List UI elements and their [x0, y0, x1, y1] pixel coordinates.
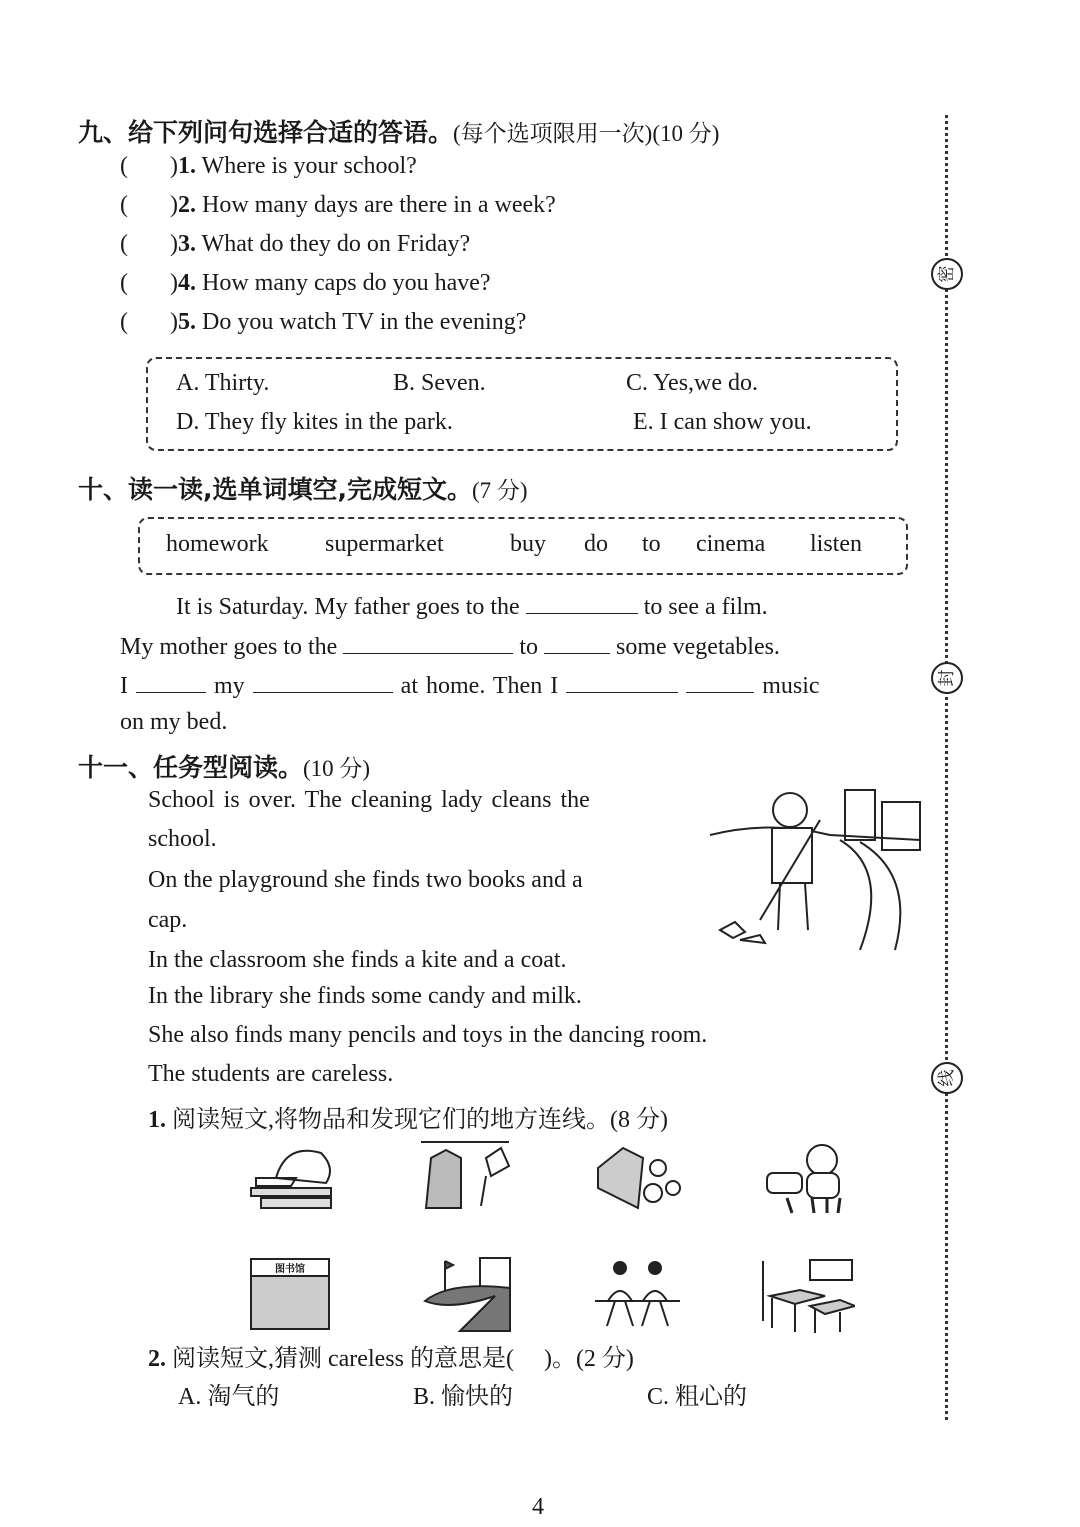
- question-item: [120, 153, 417, 180]
- question-number: 1.: [177, 153, 196, 179]
- playground-picture: [420, 1256, 515, 1336]
- question-item: [120, 192, 556, 219]
- q2-option: B. 愉快的: [413, 1384, 514, 1410]
- word: listen: [810, 531, 862, 557]
- question-number: 3.: [177, 231, 196, 257]
- question-item: [120, 270, 491, 297]
- answer-bracket[interactable]: ( ): [120, 231, 178, 257]
- answer-bracket[interactable]: ( ): [120, 270, 178, 296]
- answer-bracket[interactable]: ( ): [120, 309, 178, 335]
- cleaning-lady-illustration: [710, 780, 925, 955]
- library-picture: [250, 1258, 330, 1330]
- option: C. Yes,we do.: [626, 370, 759, 396]
- task-q1: 1. 阅读短文,将物品和发现它们的地方连线。(8 分): [148, 1107, 668, 1133]
- seal-char: 线: [931, 1062, 963, 1094]
- word: cinema: [696, 531, 766, 557]
- question-text: What do they do on Friday?: [201, 231, 471, 257]
- word: to: [642, 531, 661, 557]
- blank[interactable]: [343, 631, 513, 654]
- passage-line: My mother goes to the to some vegetables.: [120, 631, 780, 661]
- section11-heading: 十一、任务型阅读。(10 分): [78, 753, 371, 782]
- coat-and-kite-picture: [416, 1138, 511, 1218]
- question-text: Where is your school?: [201, 153, 417, 179]
- answer-bracket[interactable]: ( ): [120, 153, 178, 179]
- reading-line: On the playground she finds two books and a: [148, 867, 583, 893]
- reading-line: In the classroom she finds a kite and a coat.: [148, 947, 567, 973]
- reading-line: School is over. The cleaning lady cleans the: [148, 787, 590, 813]
- classroom-picture: [760, 1256, 855, 1336]
- dancing-room-picture: [590, 1256, 685, 1336]
- seal-char: 密: [931, 258, 963, 290]
- blank[interactable]: [253, 670, 393, 693]
- word: do: [584, 531, 608, 557]
- reading-line: The students are careless.: [148, 1061, 394, 1087]
- page-number: 4: [532, 1494, 544, 1520]
- question-number: 5.: [177, 309, 196, 335]
- option: E. I can show you.: [633, 409, 812, 435]
- candy-and-milk-picture: [588, 1138, 683, 1218]
- passage-line: It is Saturday. My father goes to the to see a film.: [176, 591, 768, 621]
- question-item: [120, 231, 470, 258]
- word: homework: [166, 531, 269, 557]
- blank[interactable]: [544, 631, 610, 654]
- blank[interactable]: [566, 670, 678, 693]
- seal-dotted-line: [945, 115, 948, 1420]
- seal-char: 封: [931, 662, 963, 694]
- option: D. They fly kites in the park.: [176, 409, 453, 435]
- blank[interactable]: [526, 591, 638, 614]
- reading-line: In the library she finds some candy and milk.: [148, 983, 582, 1009]
- option: B. Seven.: [393, 370, 486, 396]
- word: supermarket: [325, 531, 444, 557]
- section9-heading: 九、给下列问句选择合适的答语。(每个选项限用一次)(10 分): [78, 118, 720, 147]
- passage-line: I my at home. Then I music: [120, 670, 820, 700]
- q2-option: C. 粗心的: [647, 1384, 748, 1410]
- word: buy: [510, 531, 546, 557]
- q2-option: A. 淘气的: [178, 1384, 280, 1410]
- reading-line: cap.: [148, 907, 188, 933]
- answer-bracket[interactable]: ( ): [120, 192, 178, 218]
- option: A. Thirty.: [176, 370, 270, 396]
- pencils-and-toys-picture: [762, 1138, 857, 1218]
- reading-line: She also finds many pencils and toys in the dancing room.: [148, 1022, 708, 1048]
- question-text: How many days are there in a week?: [201, 192, 556, 218]
- library-sign: 图书馆: [252, 1260, 328, 1277]
- question-number: 4.: [177, 270, 196, 296]
- question-number: 2.: [177, 192, 196, 218]
- section10-heading: 十、读一读,选单词填空,完成短文。(7 分): [78, 475, 528, 504]
- blank[interactable]: [136, 670, 206, 693]
- question-text: How many caps do you have?: [201, 270, 491, 296]
- reading-line: school.: [148, 826, 217, 852]
- books-and-cap-picture: [246, 1138, 341, 1218]
- question-item: [120, 309, 526, 336]
- passage-line: on my bed.: [120, 709, 228, 735]
- question-text: Do you watch TV in the evening?: [201, 309, 527, 335]
- task-q2: 2. 阅读短文,猜测 careless 的意思是( )。(2 分): [148, 1346, 634, 1372]
- blank[interactable]: [686, 670, 754, 693]
